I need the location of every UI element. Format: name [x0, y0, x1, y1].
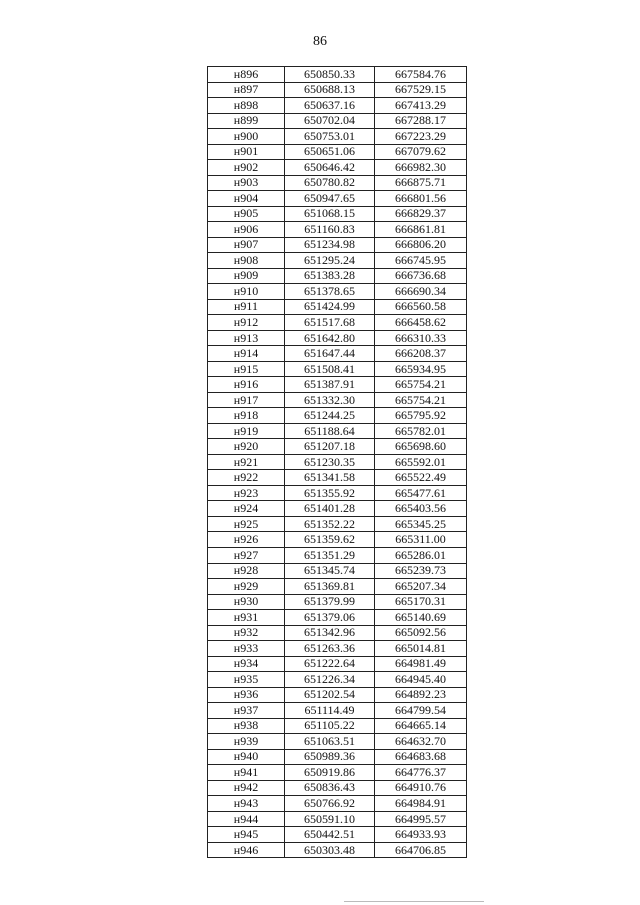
x-coordinate-cell: 651263.36: [285, 641, 375, 657]
point-id-cell: н935: [208, 672, 285, 688]
point-id-cell: н929: [208, 579, 285, 595]
x-coordinate-cell: 651114.49: [285, 703, 375, 719]
y-coordinate-cell: 667079.62: [375, 144, 467, 160]
table-row: [208, 796, 467, 812]
y-coordinate-cell: 666982.30: [375, 160, 467, 176]
x-coordinate-cell: 651105.22: [285, 718, 375, 734]
y-coordinate-cell: 665754.21: [375, 377, 467, 393]
table-row: [208, 67, 467, 83]
y-coordinate-cell: 665207.34: [375, 579, 467, 595]
point-id-cell: н945: [208, 827, 285, 843]
y-coordinate-cell: 667413.29: [375, 98, 467, 114]
table-row: [208, 222, 467, 238]
y-coordinate-cell: 667529.15: [375, 82, 467, 98]
point-id-cell: н914: [208, 346, 285, 362]
point-id-cell: н916: [208, 377, 285, 393]
point-id-cell: н902: [208, 160, 285, 176]
x-coordinate-cell: 650766.92: [285, 796, 375, 812]
table-row: [208, 439, 467, 455]
point-id-cell: н897: [208, 82, 285, 98]
table-row: [208, 191, 467, 207]
x-coordinate-cell: 651068.15: [285, 206, 375, 222]
point-id-cell: н917: [208, 392, 285, 408]
point-id-cell: н923: [208, 485, 285, 501]
table-row: [208, 501, 467, 517]
table-row: [208, 485, 467, 501]
y-coordinate-cell: 665477.61: [375, 485, 467, 501]
table-row: [208, 718, 467, 734]
x-coordinate-cell: 651234.98: [285, 237, 375, 253]
y-coordinate-cell: 665092.56: [375, 625, 467, 641]
point-id-cell: н909: [208, 268, 285, 284]
x-coordinate-cell: 650651.06: [285, 144, 375, 160]
x-coordinate-cell: 651244.25: [285, 408, 375, 424]
x-coordinate-cell: 650646.42: [285, 160, 375, 176]
point-id-cell: н946: [208, 842, 285, 858]
point-id-cell: н944: [208, 811, 285, 827]
table-row: [208, 299, 467, 315]
y-coordinate-cell: 665311.00: [375, 532, 467, 548]
point-id-cell: н922: [208, 470, 285, 486]
x-coordinate-cell: 651160.83: [285, 222, 375, 238]
y-coordinate-cell: 666560.58: [375, 299, 467, 315]
point-id-cell: н899: [208, 113, 285, 129]
point-id-cell: н943: [208, 796, 285, 812]
y-coordinate-cell: 666736.68: [375, 268, 467, 284]
y-coordinate-cell: 666861.81: [375, 222, 467, 238]
y-coordinate-cell: 664706.85: [375, 842, 467, 858]
y-coordinate-cell: 664776.37: [375, 765, 467, 781]
table-row: [208, 423, 467, 439]
table-row: [208, 532, 467, 548]
y-coordinate-cell: 665239.73: [375, 563, 467, 579]
point-id-cell: н907: [208, 237, 285, 253]
x-coordinate-cell: 650303.48: [285, 842, 375, 858]
point-id-cell: н938: [208, 718, 285, 734]
point-id-cell: н920: [208, 439, 285, 455]
y-coordinate-cell: 664933.93: [375, 827, 467, 843]
y-coordinate-cell: 665934.95: [375, 361, 467, 377]
table-row: [208, 672, 467, 688]
table-row: [208, 392, 467, 408]
y-coordinate-cell: 665014.81: [375, 641, 467, 657]
y-coordinate-cell: 664665.14: [375, 718, 467, 734]
table-row: [208, 579, 467, 595]
y-coordinate-cell: 666806.20: [375, 237, 467, 253]
x-coordinate-cell: 651642.80: [285, 330, 375, 346]
x-coordinate-cell: 651222.64: [285, 656, 375, 672]
y-coordinate-cell: 664945.40: [375, 672, 467, 688]
x-coordinate-cell: 651359.62: [285, 532, 375, 548]
point-id-cell: н912: [208, 315, 285, 331]
table-row: [208, 129, 467, 145]
table-row: [208, 144, 467, 160]
point-id-cell: н940: [208, 749, 285, 765]
x-coordinate-cell: 651424.99: [285, 299, 375, 315]
point-id-cell: н904: [208, 191, 285, 207]
table-row: [208, 330, 467, 346]
y-coordinate-cell: 666208.37: [375, 346, 467, 362]
table-row: [208, 703, 467, 719]
point-id-cell: н931: [208, 610, 285, 626]
point-id-cell: н939: [208, 734, 285, 750]
y-coordinate-cell: 665345.25: [375, 516, 467, 532]
point-id-cell: н910: [208, 284, 285, 300]
page-number: 86: [313, 34, 327, 49]
table-row: [208, 811, 467, 827]
table-row: [208, 470, 467, 486]
point-id-cell: н941: [208, 765, 285, 781]
x-coordinate-cell: 651342.96: [285, 625, 375, 641]
y-coordinate-cell: 665522.49: [375, 470, 467, 486]
x-coordinate-cell: 651508.41: [285, 361, 375, 377]
y-coordinate-cell: 665698.60: [375, 439, 467, 455]
table-row: [208, 206, 467, 222]
point-id-cell: н924: [208, 501, 285, 517]
point-id-cell: н918: [208, 408, 285, 424]
y-coordinate-cell: 664683.68: [375, 749, 467, 765]
y-coordinate-cell: 664910.76: [375, 780, 467, 796]
x-coordinate-cell: 650753.01: [285, 129, 375, 145]
y-coordinate-cell: 665403.56: [375, 501, 467, 517]
y-coordinate-cell: 665782.01: [375, 423, 467, 439]
table-row: [208, 408, 467, 424]
point-id-cell: н933: [208, 641, 285, 657]
x-coordinate-cell: 651379.99: [285, 594, 375, 610]
point-id-cell: н906: [208, 222, 285, 238]
table-row: [208, 641, 467, 657]
table-row: [208, 454, 467, 470]
point-id-cell: н925: [208, 516, 285, 532]
y-coordinate-cell: 667288.17: [375, 113, 467, 129]
table-row: [208, 765, 467, 781]
table-row: [208, 113, 467, 129]
point-id-cell: н903: [208, 175, 285, 191]
table-row: [208, 610, 467, 626]
x-coordinate-cell: 650850.33: [285, 67, 375, 83]
table-row: [208, 82, 467, 98]
x-coordinate-cell: 651226.34: [285, 672, 375, 688]
y-coordinate-cell: 665795.92: [375, 408, 467, 424]
point-id-cell: н900: [208, 129, 285, 145]
y-coordinate-cell: 665286.01: [375, 547, 467, 563]
table-row: [208, 749, 467, 765]
table-row: [208, 346, 467, 362]
x-coordinate-cell: 650919.86: [285, 765, 375, 781]
footer-divider: [344, 901, 484, 902]
point-id-cell: н927: [208, 547, 285, 563]
x-coordinate-cell: 650989.36: [285, 749, 375, 765]
x-coordinate-cell: 650780.82: [285, 175, 375, 191]
y-coordinate-cell: 664981.49: [375, 656, 467, 672]
table-row: [208, 734, 467, 750]
table-row: [208, 237, 467, 253]
table-row: [208, 268, 467, 284]
point-id-cell: н926: [208, 532, 285, 548]
table-row: [208, 656, 467, 672]
table-row: [208, 827, 467, 843]
x-coordinate-cell: 651207.18: [285, 439, 375, 455]
x-coordinate-cell: 651387.91: [285, 377, 375, 393]
y-coordinate-cell: 665592.01: [375, 454, 467, 470]
point-id-cell: н901: [208, 144, 285, 160]
x-coordinate-cell: 651379.06: [285, 610, 375, 626]
x-coordinate-cell: 651188.64: [285, 423, 375, 439]
table-row: [208, 547, 467, 563]
x-coordinate-cell: 651647.44: [285, 346, 375, 362]
table-row: [208, 563, 467, 579]
x-coordinate-cell: 651063.51: [285, 734, 375, 750]
table-row: [208, 516, 467, 532]
y-coordinate-cell: 666801.56: [375, 191, 467, 207]
table-row: [208, 361, 467, 377]
y-coordinate-cell: 664632.70: [375, 734, 467, 750]
point-id-cell: н896: [208, 67, 285, 83]
point-id-cell: н934: [208, 656, 285, 672]
y-coordinate-cell: 666458.62: [375, 315, 467, 331]
point-id-cell: н928: [208, 563, 285, 579]
point-id-cell: н930: [208, 594, 285, 610]
y-coordinate-cell: 667584.76: [375, 67, 467, 83]
x-coordinate-cell: 651378.65: [285, 284, 375, 300]
y-coordinate-cell: 666745.95: [375, 253, 467, 269]
x-coordinate-cell: 650442.51: [285, 827, 375, 843]
y-coordinate-cell: 664892.23: [375, 687, 467, 703]
x-coordinate-cell: 651332.30: [285, 392, 375, 408]
point-id-cell: н915: [208, 361, 285, 377]
y-coordinate-cell: 666875.71: [375, 175, 467, 191]
y-coordinate-cell: 664799.54: [375, 703, 467, 719]
point-id-cell: н942: [208, 780, 285, 796]
table-row: [208, 625, 467, 641]
table-row: [208, 842, 467, 858]
table-row: [208, 98, 467, 114]
y-coordinate-cell: 664995.57: [375, 811, 467, 827]
x-coordinate-cell: 651352.22: [285, 516, 375, 532]
table-row: [208, 687, 467, 703]
table-row: [208, 253, 467, 269]
x-coordinate-cell: 650836.43: [285, 780, 375, 796]
point-id-cell: н936: [208, 687, 285, 703]
x-coordinate-cell: 651230.35: [285, 454, 375, 470]
x-coordinate-cell: 651383.28: [285, 268, 375, 284]
x-coordinate-cell: 651351.29: [285, 547, 375, 563]
point-id-cell: н937: [208, 703, 285, 719]
point-id-cell: н911: [208, 299, 285, 315]
y-coordinate-cell: 666690.34: [375, 284, 467, 300]
x-coordinate-cell: 650688.13: [285, 82, 375, 98]
x-coordinate-cell: 651355.92: [285, 485, 375, 501]
x-coordinate-cell: 651202.54: [285, 687, 375, 703]
x-coordinate-cell: 651369.81: [285, 579, 375, 595]
x-coordinate-cell: 651345.74: [285, 563, 375, 579]
table-row: [208, 160, 467, 176]
point-id-cell: н913: [208, 330, 285, 346]
coordinates-table: [207, 66, 467, 858]
point-id-cell: н921: [208, 454, 285, 470]
y-coordinate-cell: 664984.91: [375, 796, 467, 812]
point-id-cell: н898: [208, 98, 285, 114]
point-id-cell: н908: [208, 253, 285, 269]
x-coordinate-cell: 650591.10: [285, 811, 375, 827]
y-coordinate-cell: 666829.37: [375, 206, 467, 222]
table-row: [208, 377, 467, 393]
x-coordinate-cell: 651517.68: [285, 315, 375, 331]
table-row: [208, 780, 467, 796]
x-coordinate-cell: 651401.28: [285, 501, 375, 517]
x-coordinate-cell: 651295.24: [285, 253, 375, 269]
y-coordinate-cell: 667223.29: [375, 129, 467, 145]
table-row: [208, 175, 467, 191]
y-coordinate-cell: 666310.33: [375, 330, 467, 346]
y-coordinate-cell: 665754.21: [375, 392, 467, 408]
y-coordinate-cell: 665170.31: [375, 594, 467, 610]
x-coordinate-cell: 650947.65: [285, 191, 375, 207]
x-coordinate-cell: 650702.04: [285, 113, 375, 129]
point-id-cell: н932: [208, 625, 285, 641]
table-row: [208, 315, 467, 331]
table-row: [208, 284, 467, 300]
table-row: [208, 594, 467, 610]
point-id-cell: н919: [208, 423, 285, 439]
y-coordinate-cell: 665140.69: [375, 610, 467, 626]
x-coordinate-cell: 650637.16: [285, 98, 375, 114]
coordinates-table-body: [208, 67, 467, 858]
x-coordinate-cell: 651341.58: [285, 470, 375, 486]
point-id-cell: н905: [208, 206, 285, 222]
